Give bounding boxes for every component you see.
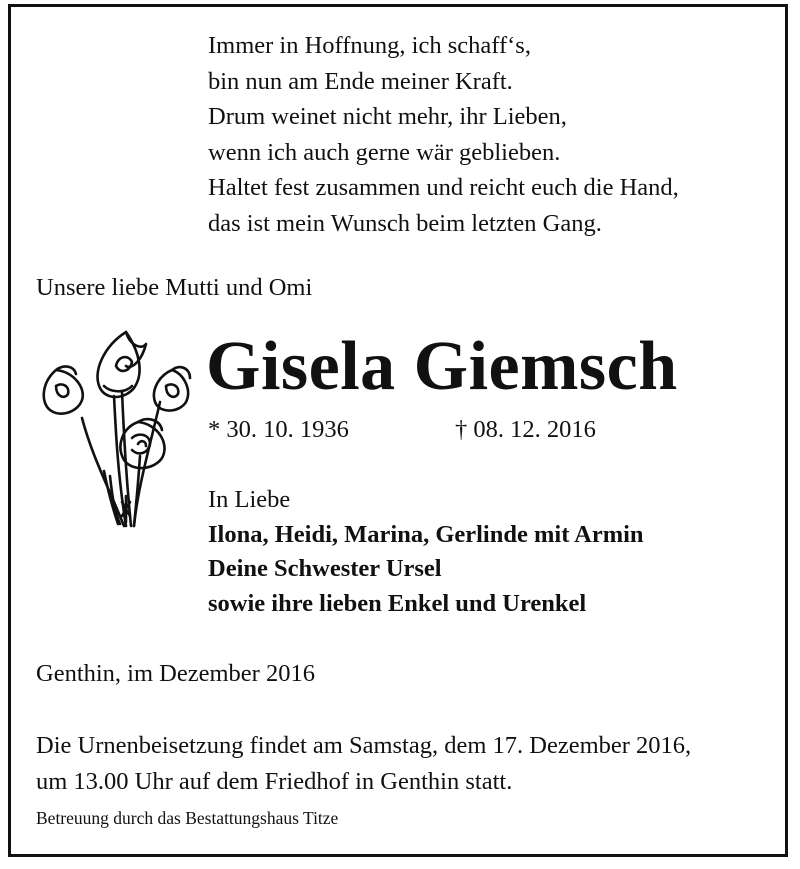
calla-lily-icon bbox=[34, 326, 202, 532]
poem-line: bin nun am Ende meiner Kraft. bbox=[208, 67, 513, 95]
notice-line: Die Urnenbeisetzung findet am Samstag, dem 17. Dezember 2016, bbox=[36, 732, 692, 759]
deceased-name: Gisela Giemsch bbox=[206, 328, 678, 405]
mourners-line: sowie ihre lieben Enkel und Urenkel bbox=[208, 589, 587, 617]
mourners-heading: In Liebe bbox=[208, 486, 291, 513]
poem-line: Immer in Hoffnung, ich schaff‘s, bbox=[208, 32, 531, 59]
place-and-date: Genthin, im Dezember 2016 bbox=[36, 660, 315, 687]
mourners-line: Deine Schwester Ursel bbox=[208, 555, 442, 582]
poem bbox=[208, 28, 679, 241]
poem-line: wenn ich auch gerne wär geblieben. bbox=[208, 138, 561, 166]
poem-line: das ist mein Wunsch beim letzten Gang. bbox=[208, 209, 602, 237]
birth-date: * 30. 10. 1936 bbox=[208, 416, 349, 443]
poem-line: Drum weinet nicht mehr, ihr Lieben, bbox=[208, 103, 567, 130]
mourners-block bbox=[208, 483, 644, 621]
death-date: † 08. 12. 2016 bbox=[455, 416, 596, 443]
poem-line: Haltet fest zusammen und reicht euch die Hand, bbox=[208, 174, 679, 201]
intro-text: Unsere liebe Mutti und Omi bbox=[36, 274, 313, 301]
funeral-home-credit: Betreuung durch das Bestattungshaus Titze bbox=[36, 808, 339, 828]
mourners-line: Ilona, Heidi, Marina, Gerlinde mit Armin bbox=[208, 520, 644, 548]
burial-notice bbox=[36, 728, 691, 800]
notice-line: um 13.00 Uhr auf dem Friedhof in Genthin statt. bbox=[36, 768, 513, 795]
